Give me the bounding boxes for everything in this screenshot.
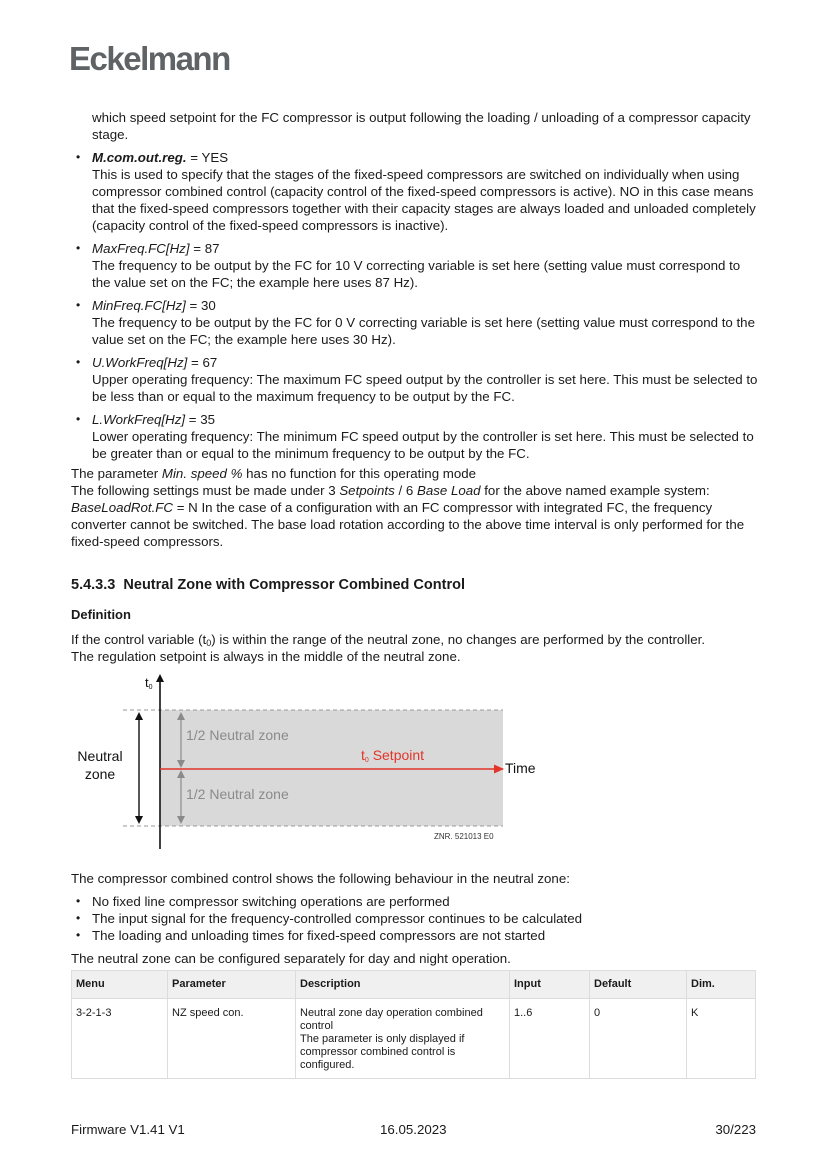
menu-setpoints: Setpoints <box>339 483 395 498</box>
baseload-param: BaseLoadRot.FC <box>71 500 173 515</box>
param-description: The frequency to be output by the FC for 10 V correcting variable is set here (setting value must correspond to the value set on the FC; the example here uses 87 Hz). <box>92 258 741 290</box>
desc-line: The parameter is only displayed if compressor combined control is configured. <box>300 1033 465 1071</box>
footer-date: 16.05.2023 <box>380 1122 447 1137</box>
note-text: / 6 <box>394 483 417 498</box>
param-value: = 30 <box>189 298 216 313</box>
section-number: 5.4.3.3 <box>71 577 116 593</box>
eckelmann-logo: Eckelmann <box>69 40 230 77</box>
col-input: Input <box>510 971 590 999</box>
footer-firmware: Firmware V1.41 V1 <box>71 1122 185 1137</box>
min-speed-note <box>71 465 761 482</box>
parameter-list <box>71 149 761 462</box>
col-default: Default <box>590 971 687 999</box>
neutral-zone-diagram <box>71 674 536 854</box>
col-parameter: Parameter <box>168 971 296 999</box>
menu-base-load: Base Load <box>416 483 481 498</box>
param-item <box>71 240 761 291</box>
table-header-row <box>72 971 756 999</box>
note-text: The following settings must be made under 3 <box>71 483 340 498</box>
cell-default: 0 <box>590 999 687 1079</box>
cell-dim: K <box>687 999 756 1079</box>
figure-id: ZNR. 521013 E0 <box>434 832 494 841</box>
def-text: If the control variable (t <box>71 632 207 647</box>
parameter-table <box>71 970 756 1079</box>
behaviour-outro: The neutral zone can be configured separately for day and night operation. <box>71 951 511 966</box>
note-text: = N In the case of a configuration with an FC compressor with integrated FC, the frequency converter cannot be switched. The base load rotation according to the above time interval is only performed for the fixed-speed compressors. <box>71 500 745 549</box>
half-zone-upper-label: 1/2 Neutral zone <box>186 727 289 743</box>
intro-continuation: which speed setpoint for the FC compressor is output following the loading / unloading of a compressor capacity stage. <box>92 110 751 142</box>
param-description: This is used to specify that the stages of the fixed-speed compressors are switched on individually when using compressor combined control (capacity control of the fixed-speed compressors is active). NO in this case means that the fixed-speed compressors together with their capacity stages are always loaded and unloaded completely (capacity control of the fixed-speed compressors is inactive). <box>92 167 756 233</box>
param-item <box>71 297 761 348</box>
cell-input: 1..6 <box>510 999 590 1079</box>
note-param: Min. speed % <box>161 466 243 481</box>
y-axis-label: $t_0$ <box>145 675 153 691</box>
definition-heading: Definition <box>71 607 131 622</box>
section-title: Neutral Zone with Compressor Combined Control <box>123 577 465 593</box>
setpoint-label: $t_0$ Setpoint <box>361 747 425 764</box>
param-item <box>71 149 761 234</box>
cell-description <box>296 999 510 1079</box>
behaviour-item: • No fixed line compressor switching operations are performed <box>71 893 761 910</box>
note-text: has no function for this operating mode <box>242 466 477 481</box>
param-name: L.WorkFreq[Hz] <box>92 412 186 427</box>
param-name: U.WorkFreq[Hz] <box>92 355 188 370</box>
settings-note <box>71 482 761 550</box>
def-text: The regulation setpoint is always in the middle of the neutral zone. <box>71 649 461 664</box>
col-description: Description <box>296 971 510 999</box>
page-content <box>71 109 761 1079</box>
col-dim: Dim. <box>687 971 756 999</box>
param-name: MinFreq.FC[Hz] <box>92 298 186 313</box>
desc-line: Neutral zone day operation combined control <box>300 1007 483 1032</box>
param-value: = YES <box>190 150 229 165</box>
section-heading <box>71 577 761 594</box>
col-menu: Menu <box>72 971 168 999</box>
note-text: The parameter <box>71 466 162 481</box>
half-zone-lower-label: 1/2 Neutral zone <box>186 786 289 802</box>
footer-page-number: 30/223 <box>715 1122 756 1137</box>
note-text: for the above named example system: <box>480 483 710 498</box>
param-description: Upper operating frequency: The maximum FC speed output by the controller is set here. This must be selected to be less than or equal to the maximum frequency to be output by the FC. <box>92 372 758 404</box>
x-axis-label: Time <box>505 760 536 776</box>
param-value: = 67 <box>191 355 218 370</box>
def-text: ) is within the range of the neutral zone, no changes are performed by the controller. <box>211 632 706 647</box>
behaviour-list <box>71 893 761 944</box>
param-description: The frequency to be output by the FC for 0 V correcting variable is set here (setting value must correspond to the value set on the FC; the example here uses 30 Hz). <box>92 315 755 347</box>
cell-parameter: NZ speed con. <box>168 999 296 1079</box>
behaviour-item: • The loading and unloading times for fixed-speed compressors are not started <box>71 927 761 944</box>
param-value: = 87 <box>193 241 220 256</box>
neutral-zone-label: Neutral zone <box>77 748 123 782</box>
table-row <box>72 999 756 1079</box>
definition-text <box>71 631 761 665</box>
param-name: M.com.out.reg. <box>92 150 187 165</box>
cell-menu: 3-2-1-3 <box>72 999 168 1079</box>
param-value: = 35 <box>188 412 216 427</box>
param-item <box>71 354 761 405</box>
param-name: MaxFreq.FC[Hz] <box>92 241 190 256</box>
param-description: Lower operating frequency: The minimum FC speed output by the controller is set here. This must be selected to be greater than or equal to the minimum frequency to be output by the FC. <box>92 429 754 461</box>
def-sub: 0 <box>206 638 212 648</box>
neutral-zone-svg <box>71 674 531 854</box>
behaviour-item: • The input signal for the frequency-controlled compressor continues to be calculated <box>71 910 761 927</box>
param-item <box>71 411 761 462</box>
behaviour-intro: The compressor combined control shows the following behaviour in the neutral zone: <box>71 871 570 886</box>
